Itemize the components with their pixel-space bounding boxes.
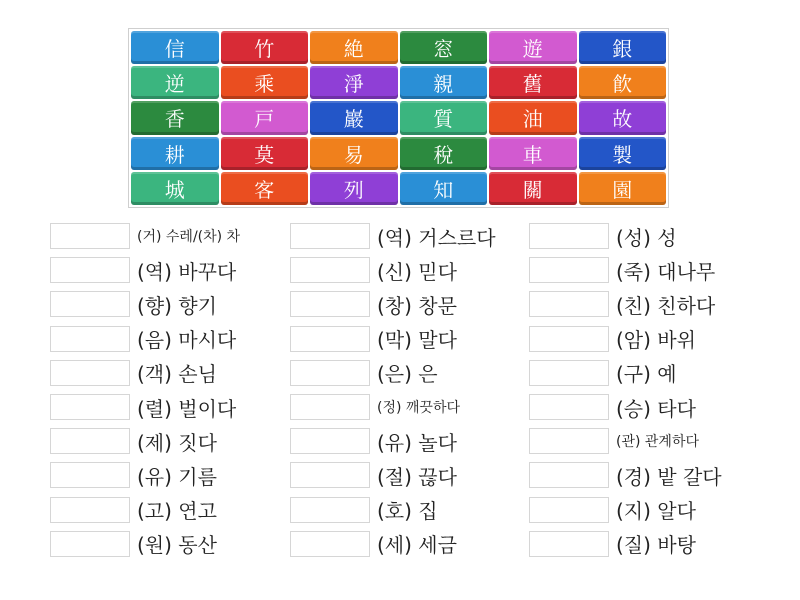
- clue-label: (신) 믿다: [377, 259, 457, 284]
- answer-row: [290, 424, 529, 458]
- hanja-tile[interactable]: 莫: [221, 137, 309, 170]
- drop-slot[interactable]: [290, 257, 370, 283]
- hanja-tile[interactable]: 香: [131, 101, 219, 134]
- drop-slot[interactable]: [290, 360, 370, 386]
- clue-label: (역) 거스르다: [377, 225, 496, 250]
- drop-slot[interactable]: [529, 394, 609, 420]
- drop-slot[interactable]: [50, 531, 130, 557]
- hanja-tile[interactable]: 關: [489, 172, 577, 205]
- hanja-tile[interactable]: 銀: [579, 31, 667, 64]
- hanja-tile[interactable]: 耕: [131, 137, 219, 170]
- hanja-tile[interactable]: 絶: [310, 31, 398, 64]
- answer-row: [50, 322, 290, 356]
- hanja-tile[interactable]: 竹: [221, 31, 309, 64]
- answer-row: [290, 356, 529, 390]
- clue-label: (승) 타다: [616, 396, 696, 421]
- answer-row: [290, 253, 529, 287]
- clue-label: (음) 마시다: [137, 328, 237, 353]
- answer-row: [290, 287, 529, 321]
- drop-slot[interactable]: [50, 428, 130, 454]
- answer-row: [50, 287, 290, 321]
- clue-label: (원) 동산: [137, 533, 217, 558]
- drop-slot[interactable]: [290, 394, 370, 420]
- clue-label: (객) 손님: [137, 362, 217, 387]
- drop-slot[interactable]: [50, 394, 130, 420]
- drop-slot[interactable]: [290, 497, 370, 523]
- clue-label: (막) 말다: [377, 328, 457, 353]
- clue-label: (지) 알다: [616, 499, 696, 524]
- answer-row: [529, 458, 769, 492]
- clue-label: (세) 세금: [377, 533, 457, 558]
- drop-slot[interactable]: [529, 291, 609, 317]
- hanja-tile[interactable]: 客: [221, 172, 309, 205]
- drop-slot[interactable]: [50, 223, 130, 249]
- answer-row: [290, 219, 529, 253]
- drop-slot[interactable]: [529, 497, 609, 523]
- hanja-tile[interactable]: 窓: [400, 31, 488, 64]
- answer-row: [529, 219, 769, 253]
- answer-row: [290, 390, 529, 424]
- hanja-tile[interactable]: 乘: [221, 66, 309, 99]
- tile-bank: [128, 28, 669, 208]
- clue-label: (향) 향기: [137, 293, 217, 318]
- clue-label: (성) 성: [616, 225, 677, 250]
- clue-label: (정) 깨끗하다: [377, 400, 460, 417]
- answer-row: [50, 253, 290, 287]
- hanja-tile[interactable]: 城: [131, 172, 219, 205]
- answer-row: [290, 493, 529, 527]
- hanja-tile[interactable]: 飮: [579, 66, 667, 99]
- clue-label: (암) 바위: [616, 328, 696, 353]
- drop-slot[interactable]: [50, 257, 130, 283]
- hanja-tile[interactable]: 淨: [310, 66, 398, 99]
- drop-slot[interactable]: [529, 326, 609, 352]
- answer-row: [529, 493, 769, 527]
- answer-row: [529, 527, 769, 561]
- answer-list: [50, 219, 780, 561]
- hanja-tile[interactable]: 逆: [131, 66, 219, 99]
- hanja-tile[interactable]: 舊: [489, 66, 577, 99]
- answer-row: [50, 458, 290, 492]
- drop-slot[interactable]: [50, 497, 130, 523]
- hanja-tile[interactable]: 製: [579, 137, 667, 170]
- hanja-tile[interactable]: 質: [400, 101, 488, 134]
- drop-slot[interactable]: [529, 462, 609, 488]
- clue-label: (역) 바꾸다: [137, 259, 237, 284]
- hanja-tile[interactable]: 油: [489, 101, 577, 134]
- hanja-tile[interactable]: 知: [400, 172, 488, 205]
- answer-row: [50, 424, 290, 458]
- hanja-tile[interactable]: 戸: [221, 101, 309, 134]
- clue-label: (거) 수레/(차) 차: [137, 229, 241, 246]
- answer-row: [290, 458, 529, 492]
- hanja-tile[interactable]: 園: [579, 172, 667, 205]
- drop-slot[interactable]: [529, 531, 609, 557]
- answer-row: [50, 527, 290, 561]
- answer-row: [50, 390, 290, 424]
- clue-label: (관) 관계하다: [616, 434, 699, 451]
- drop-slot[interactable]: [290, 291, 370, 317]
- hanja-tile[interactable]: 巖: [310, 101, 398, 134]
- hanja-tile[interactable]: 車: [489, 137, 577, 170]
- hanja-tile[interactable]: 易: [310, 137, 398, 170]
- clue-label: (유) 기름: [137, 464, 217, 489]
- answer-row: [529, 253, 769, 287]
- drop-slot[interactable]: [50, 462, 130, 488]
- clue-label: (고) 연고: [137, 499, 217, 524]
- drop-slot[interactable]: [50, 360, 130, 386]
- clue-label: (유) 놀다: [377, 430, 457, 455]
- clue-label: (호) 집: [377, 499, 438, 524]
- answer-row: [529, 424, 769, 458]
- drop-slot[interactable]: [529, 360, 609, 386]
- answer-row: [50, 219, 290, 253]
- drop-slot[interactable]: [290, 531, 370, 557]
- drop-slot[interactable]: [290, 428, 370, 454]
- drop-slot[interactable]: [529, 257, 609, 283]
- drop-slot[interactable]: [290, 326, 370, 352]
- drop-slot[interactable]: [290, 462, 370, 488]
- hanja-tile[interactable]: 遊: [489, 31, 577, 64]
- clue-label: (친) 친하다: [616, 293, 716, 318]
- clue-label: (경) 밭 갈다: [616, 464, 722, 489]
- clue-label: (죽) 대나무: [616, 259, 716, 284]
- answer-row: [529, 322, 769, 356]
- answer-row: [290, 527, 529, 561]
- answer-row: [50, 493, 290, 527]
- hanja-tile[interactable]: 信: [131, 31, 219, 64]
- hanja-tile[interactable]: 稅: [400, 137, 488, 170]
- drop-slot[interactable]: [529, 223, 609, 249]
- drop-slot[interactable]: [290, 223, 370, 249]
- answer-row: [529, 356, 769, 390]
- answer-row: [529, 287, 769, 321]
- answer-row: [50, 356, 290, 390]
- clue-label: (구) 예: [616, 362, 677, 387]
- clue-label: (질) 바탕: [616, 533, 696, 558]
- drop-slot[interactable]: [50, 291, 130, 317]
- drop-slot[interactable]: [50, 326, 130, 352]
- clue-label: (은) 은: [377, 362, 438, 387]
- drop-slot[interactable]: [529, 428, 609, 454]
- answer-row: [529, 390, 769, 424]
- clue-label: (창) 창문: [377, 293, 457, 318]
- clue-label: (렬) 벌이다: [137, 396, 237, 421]
- clue-label: (절) 끊다: [377, 464, 457, 489]
- hanja-tile[interactable]: 列: [310, 172, 398, 205]
- hanja-tile[interactable]: 故: [579, 101, 667, 134]
- hanja-tile[interactable]: 親: [400, 66, 488, 99]
- answer-row: [290, 322, 529, 356]
- clue-label: (제) 짓다: [137, 430, 217, 455]
